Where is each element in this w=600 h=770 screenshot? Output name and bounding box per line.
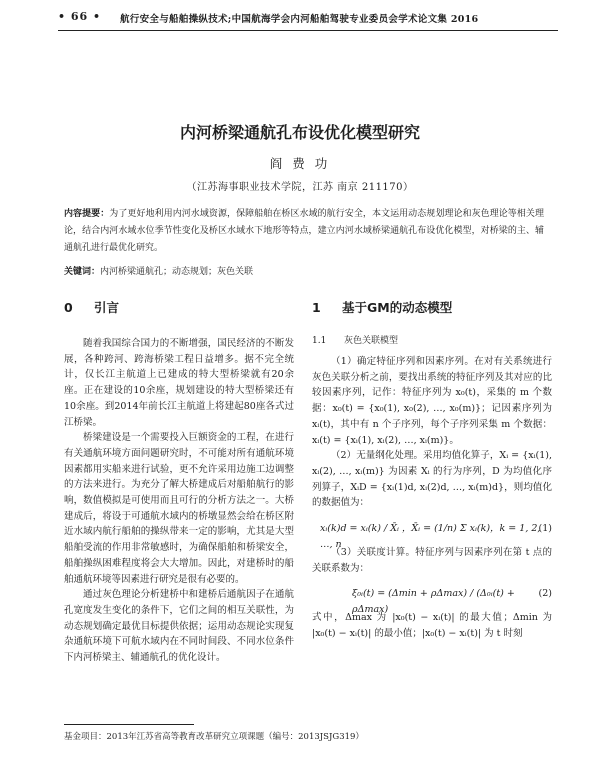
footnote: 基金项目：2013年江苏省高等教育改革研究立项课题（编号：2013JSJG319） [64,732,364,742]
section-heading-gm [312,300,552,322]
equation-1-number: (1) [538,523,552,535]
intro-paragraph-2: 桥梁建设是一个需要投入巨额资金的工程，在进行有关通航环境方面问题研究时，不可能对所有通航环境因素都用实船来进行试验，更不允许采用边施工边调整的方法来进行。为充分了解大桥建成后对船舶航行的影响，数值模拟是可使用而且可行的分析方法之一。大桥建成后，将设于可通航水域内的桥墩显然会给在桥区附近水域内航行船舶的操纵带来一定的影响，尤其是大型船舶受流的作用非常敏感时，为确保船舶和桥梁安全，船舶操纵困难程度将会大大增加。因此，对建桥时的船舶通航环境等因素进行研究是很有必要的。 [64,432,294,585]
section-title: 引言 [94,300,120,315]
section-number: 0 [64,300,73,315]
abstract-label: 内容提要： [64,209,110,219]
gm-paragraph-1: （1）确定特征序列和因素序列。在对有关系统进行灰色关联分析之前，要找出系统的特征序列及其对应的比较因素序列，记作：特征序列为 x₀(t)，采集的 m 个数据：x₀(t) = {x₀(1), x₀(2), …, x₀(m)}；记因素序列为 xᵢ(t)，其中有 n 个子序列，每个子序列采集 m 个数据：xᵢ(t) = {xᵢ(1), xᵢ(2), …, xᵢ(m)}。 [312,356,552,446]
section-heading-intro [64,300,294,322]
right-column [312,300,552,642]
subsection-heading [312,334,552,354]
section-number: 1 [312,300,321,315]
subsection-title: 灰色关联模型 [344,336,399,346]
gm-paragraph-3: （3）关联度计算。特征序列与因素序列在第 t 点的关联系数为： [312,547,552,574]
running-title: 航行安全与船舶操纵技术;中国航海学会内河船舶驾驶专业委员会学术论文集 2016 [120,14,479,25]
page-header [0,0,600,36]
abstract-text: 为了更好地利用内河水域资源，保障船舶在桥区水域的航行安全，本文运用动态规划理论和灰色理论等相关理论，结合内河水域水位季节性变化及桥区水域水下地形等特点，建立内河水域桥梁通航孔布设优化模型，对桥梁的主、辅通航孔进行最优化研究。 [64,209,544,253]
equation-2-number: (2) [538,588,552,600]
left-column [64,300,294,666]
page-number: • 66 • [58,10,102,23]
equation-1-body: xᵢ(k)d = xᵢ(k) / X̄ᵢ ，X̄ᵢ = (1/n) Σ xᵢ(k)，k = 1, 2, …, n [320,523,541,550]
subsection-number: 1.1 [312,336,327,346]
section-title: 基于GM的动态模型 [342,300,453,315]
intro-paragraph-3: 通过灰色理论分析建桥中和建桥后通航因子在通航孔宽度发生变化的条件下，它们之间的相互关联性，为动态规划确定最优目标提供依据；运用动态规论实现复杂通航环境下可航水域内在不同时间段、不同水位条件下内河桥梁主、辅通航孔的优化设计。 [64,589,294,664]
intro-paragraph-1: 随着我国综合国力的不断增强，国民经济的不断发展，各种跨河、跨海桥梁工程日益增多。据不完全统计，仅长江主航道上已建成的特大型桥梁就有20余座。正在建设的10余座，规划建设的特大型桥梁还有10余座。到2014年前长江主航道上将建起80座各式过江桥梁。 [64,338,294,428]
abstract [64,206,544,257]
keywords [64,264,544,277]
gm-paragraph-2: （2）无量纲化处理。采用均值化算子，Xᵢ = {xᵢ(1), xᵢ(2), …, xᵢ(m)} 为因素 Xᵢ 的行为序列，D 为均值化序列算子，XᵢD = {xᵢ(1)d, xᵢ(2)d, …, xᵢ(m)d}，则均值化的数据值为： [312,450,552,509]
equation-1 [312,515,552,550]
keywords-label: 关键词： [64,267,101,277]
header-rule [58,30,558,31]
keywords-text: 内河桥梁通航孔；动态规划；灰色关联 [100,267,254,277]
gm-paragraph-4: 式中，Δmax 为 |x₀(t) − xᵢ(t)| 的最大值；Δmin 为 |x₀(t) − xᵢ(t)| 的最小值；|x₀(t) − xᵢ(t)| 为 t 时刻 [312,612,552,640]
footnote-rule [64,724,194,725]
author: 阎 费 功 [269,156,331,171]
equation-2-body: ξ₀ᵢ(t) = (Δmin + ρΔmax) / (Δ₀ᵢ(t) + ρΔmax) [352,588,515,616]
paper-title: 内河桥梁通航孔布设优化模型研究 [179,123,420,142]
equation-2 [312,580,552,616]
affiliation: （江苏海事职业技术学院，江苏 南京 211170） [186,182,414,193]
